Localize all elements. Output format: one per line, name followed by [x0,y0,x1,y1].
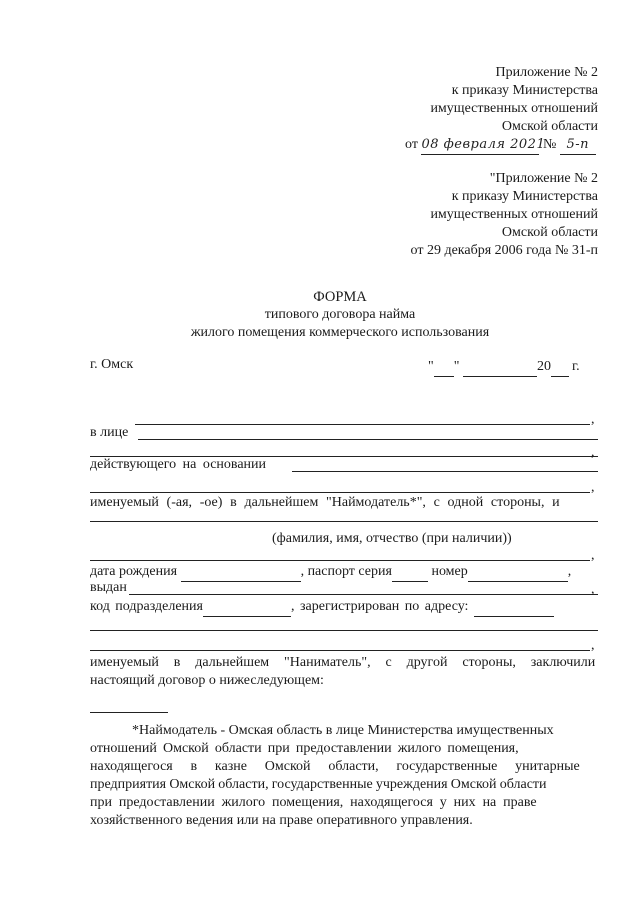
tenant-name-line [90,521,598,522]
landlord-clause: именуемый (-ая, -ое) в дальнейшем "Наймодатель*", с одной стороны, и [90,495,560,510]
footnote-separator [90,712,168,713]
footnote-line: предприятия Омской области, государственные учреждения Омской области [90,777,547,792]
month-blank [463,358,537,377]
dept-code-label: код подразделения [90,599,203,614]
passport-number-label: номер [431,564,468,579]
form-subtitle-2: жилого помещения коммерческого использования [190,325,490,340]
registered-label: , зарегистрирован по адресу: [290,599,469,614]
number-sign: № [542,137,557,152]
footnote-line: находящегося в казне Омской области, государственные унитарные [90,759,580,774]
ministry-line: имущественных отношений [430,207,598,222]
fio-hint: (фамилия, имя, отчество (при наличии)) [272,531,512,546]
ministry-line: имущественных отношений [430,101,598,116]
day-blank [434,358,454,377]
order-date-line: от 29 декабря 2006 года № 31-п [410,243,598,258]
dept-code-blank [203,598,291,617]
address-line-2 [90,630,598,631]
tenant-name-line-2 [90,560,590,561]
comma: , [591,638,595,653]
comma: , [591,548,595,563]
footnote-line: *Наймодатель - Омская область в лице Министерства имущественных [132,723,554,738]
footnote-line: при предоставлении жилого помещения, находящегося у них на праве [90,795,537,810]
footnote-line: отношений Омской области при предоставлении жилого помещения, [90,741,519,756]
series-blank [392,563,428,582]
address-blank [474,598,554,617]
date-template [428,358,580,377]
year-blank [551,358,569,377]
appendix-line: "Приложение № 2 [489,171,598,186]
passport-line [90,563,571,582]
agreement-clause: настоящий договор о нижеследующем: [90,673,324,688]
order-line: к приказу Министерства [451,83,598,98]
year-prefix: 20 [536,359,551,374]
comma: , [591,445,595,460]
in-person-label: в лице [90,425,129,440]
number-blank [468,563,568,582]
order-line: к приказу Министерства [451,189,598,204]
appendix-line: Приложение № 2 [495,65,598,80]
comma: , [591,412,595,427]
landlord-name-line [135,424,590,425]
issued-line [129,594,598,595]
comma: , [591,582,595,597]
handwritten-number: 5-п [560,136,596,155]
comma: , [591,480,595,495]
acting-basis-label: действующего на основании [90,457,267,472]
comma: , [567,564,572,579]
city: г. Омск [90,357,134,372]
division-line [90,598,554,617]
birth-date-blank [181,563,301,582]
order-date-line [405,136,596,155]
issued-label: выдан [90,580,127,595]
handwritten-date: 08 февраля 2021 [421,136,539,155]
representative-line [138,439,598,440]
basis-line-2 [90,492,590,493]
from-prefix: от [405,137,418,152]
basis-line [292,471,598,472]
form-subtitle-1: типового договора найма [264,307,416,322]
passport-series-label: , паспорт серия [300,564,392,579]
region-line: Омской области [501,119,598,134]
form-title: ФОРМА [313,289,367,305]
region-line: Омской области [501,225,598,240]
tenant-clause: именуемый в дальнейшем "Наниматель", с другой стороны, заключили [90,655,596,670]
quote-open: " [428,359,434,374]
birth-date-label: дата рождения [90,564,178,579]
year-suffix: г. [571,359,580,374]
footnote-line: хозяйственного ведения или на праве оперативного управления. [90,813,473,828]
quote-close: " [453,359,460,374]
address-line-3 [90,650,590,651]
